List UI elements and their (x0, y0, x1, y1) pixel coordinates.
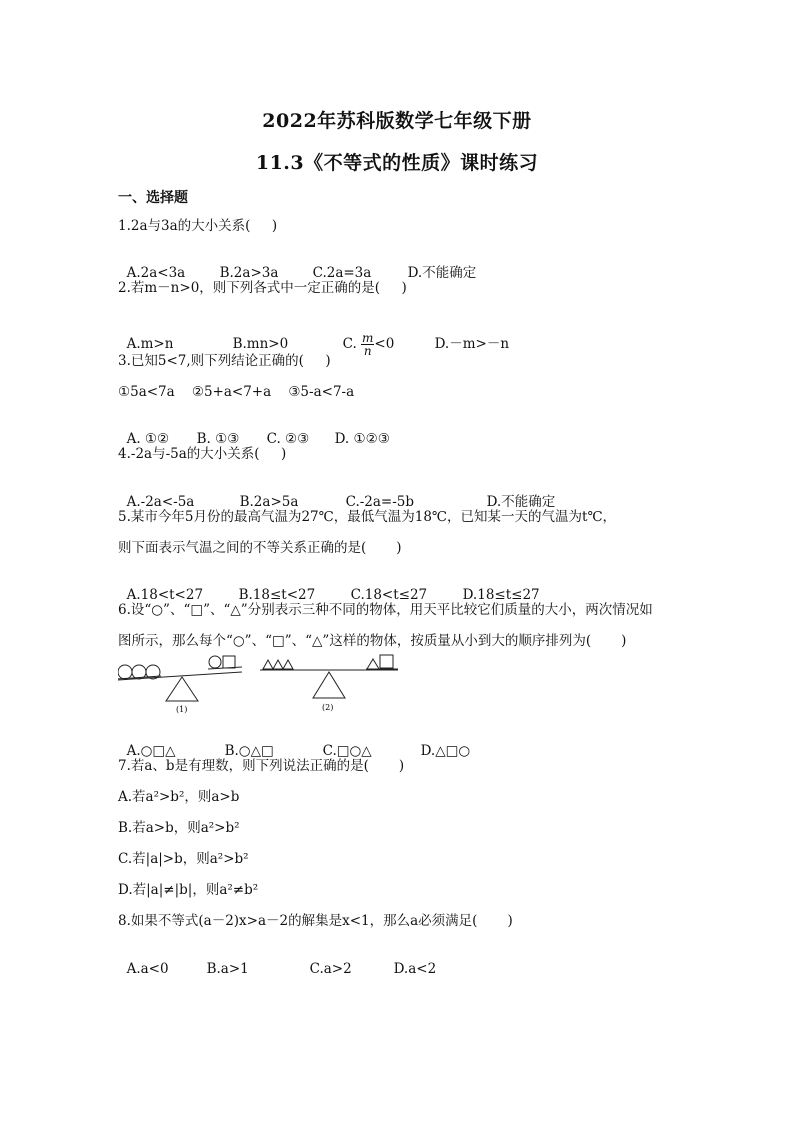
triangle-icon (367, 659, 379, 669)
q3-option-a: A. ①② (126, 431, 170, 447)
question-6-stem-line1: 6.设“○”、“□”、“△”分别表示三种不同的物体，用天平比较它们质量的大小，两次情况如 (118, 602, 653, 618)
q7-option-d: D.若|a|≠|b|，则a²≠b² (118, 882, 259, 898)
question-8-options (118, 945, 436, 977)
q8-option-a: A.a<0 (126, 961, 169, 977)
q4-option-b: B.2a>5a (239, 494, 299, 510)
q8-option-c: C.a>2 (309, 961, 352, 977)
question-7-stem: 7.若a、b是有理数，则下列说法正确的是( ) (118, 758, 405, 774)
lesson-title: 11.3《不等式的性质》课时练习 (255, 152, 539, 174)
q5-option-c: C.18<t≤27 (350, 587, 428, 603)
document-title: 2022年苏科版数学七年级下册 (262, 110, 532, 132)
question-6-stem-line2: 图所示，那么每个“○”、“□”、“△”这样的物体，按质量从小到大的顺序排列为( ) (118, 633, 627, 649)
question-1-options (118, 249, 476, 281)
q6-option-d: D.△□○ (420, 743, 471, 759)
section-heading: 一、选择题 (118, 190, 188, 206)
q6-option-b: B.○△□ (224, 743, 274, 759)
question-5-stem-line1: 5.某市今年5月份的最高气温为27℃，最低气温为18℃，已知某一天的气温为t℃， (118, 509, 617, 525)
question-4-options (118, 478, 555, 510)
question-6-options (118, 727, 470, 759)
q7-option-c: C.若|a|>b，则a²>b² (118, 851, 249, 867)
question-3-options (118, 415, 390, 447)
q7-option-a: A.若a²>b²，则a>b (118, 789, 240, 805)
question-1-stem: 1.2a与3a的大小关系( ) (118, 218, 278, 234)
question-3-stem: 3.已知5<7,则下列结论正确的( ) (118, 353, 331, 369)
q2-option-d: D.－m>－n (434, 336, 510, 352)
question-3-conditions: ①5a<7a ②5+a<7+a ③5-a<7-a (118, 384, 355, 400)
question-5-options (118, 571, 540, 603)
q3-option-d: D. ①②③ (334, 431, 390, 447)
question-4-stem: 4.-2a与-5a的大小关系( ) (118, 446, 287, 462)
q4-option-a: A.-2a<-5a (126, 494, 195, 510)
balance-scale-2 (260, 655, 398, 698)
q1-option-b: B.2a>3a (219, 265, 279, 281)
q7-option-b: B.若a>b，则a²>b² (118, 820, 240, 836)
q6-option-c: C.□○△ (322, 743, 372, 759)
square-icon (380, 655, 393, 668)
q2-option-b: B.mn>0 (232, 336, 289, 352)
q4-option-d: D.不能确定 (486, 494, 556, 510)
triangle-icon (283, 660, 293, 669)
q3-option-c: C. ②③ (266, 431, 310, 447)
question-5-stem-line2: 则下面表示气温之间的不等关系正确的是( ) (118, 540, 402, 556)
figure-2-label: (2) (322, 703, 334, 712)
q1-option-c: C.2a=3a (312, 265, 372, 281)
q2-option-a: A.m>n (126, 336, 174, 352)
q1-option-a: A.2a<3a (126, 265, 186, 281)
question-2-stem: 2.若m－n>0，则下列各式中一定正确的是( ) (118, 280, 407, 296)
fulcrum-triangle (313, 672, 345, 698)
figure-1-label: (1) (176, 705, 188, 714)
circle-icon (118, 665, 132, 679)
q5-option-b: B.18≤t<27 (238, 587, 316, 603)
q5-option-a: A.18<t<27 (126, 587, 204, 603)
q4-option-c: C.-2a=-5b (345, 494, 415, 510)
triangle-icon (263, 660, 273, 669)
question-2-options (118, 316, 509, 357)
circle-icon (209, 656, 221, 668)
square-icon (223, 656, 235, 668)
question-8-stem: 8.如果不等式(a－2)x>a－2的解集是x<1，那么a必须满足( ) (118, 913, 513, 929)
triangle-icon (273, 660, 283, 669)
q5-option-d: D.18≤t≤27 (462, 587, 540, 603)
fraction-m-over-n: $\frac{m}{n}$ (362, 331, 374, 358)
balance-scales-figure (118, 652, 418, 724)
q8-option-d: D.a<2 (393, 961, 437, 977)
q2-option-c: C. $\frac{m}{n}$ <0 (342, 331, 395, 358)
q8-option-b: B.a>1 (206, 961, 249, 977)
q6-option-a: A.○□△ (126, 743, 176, 759)
balance-scale-1 (118, 656, 242, 701)
q3-option-b: B. ①③ (196, 431, 240, 447)
q1-option-d: D.不能确定 (407, 265, 477, 281)
fulcrum-triangle (166, 677, 198, 701)
